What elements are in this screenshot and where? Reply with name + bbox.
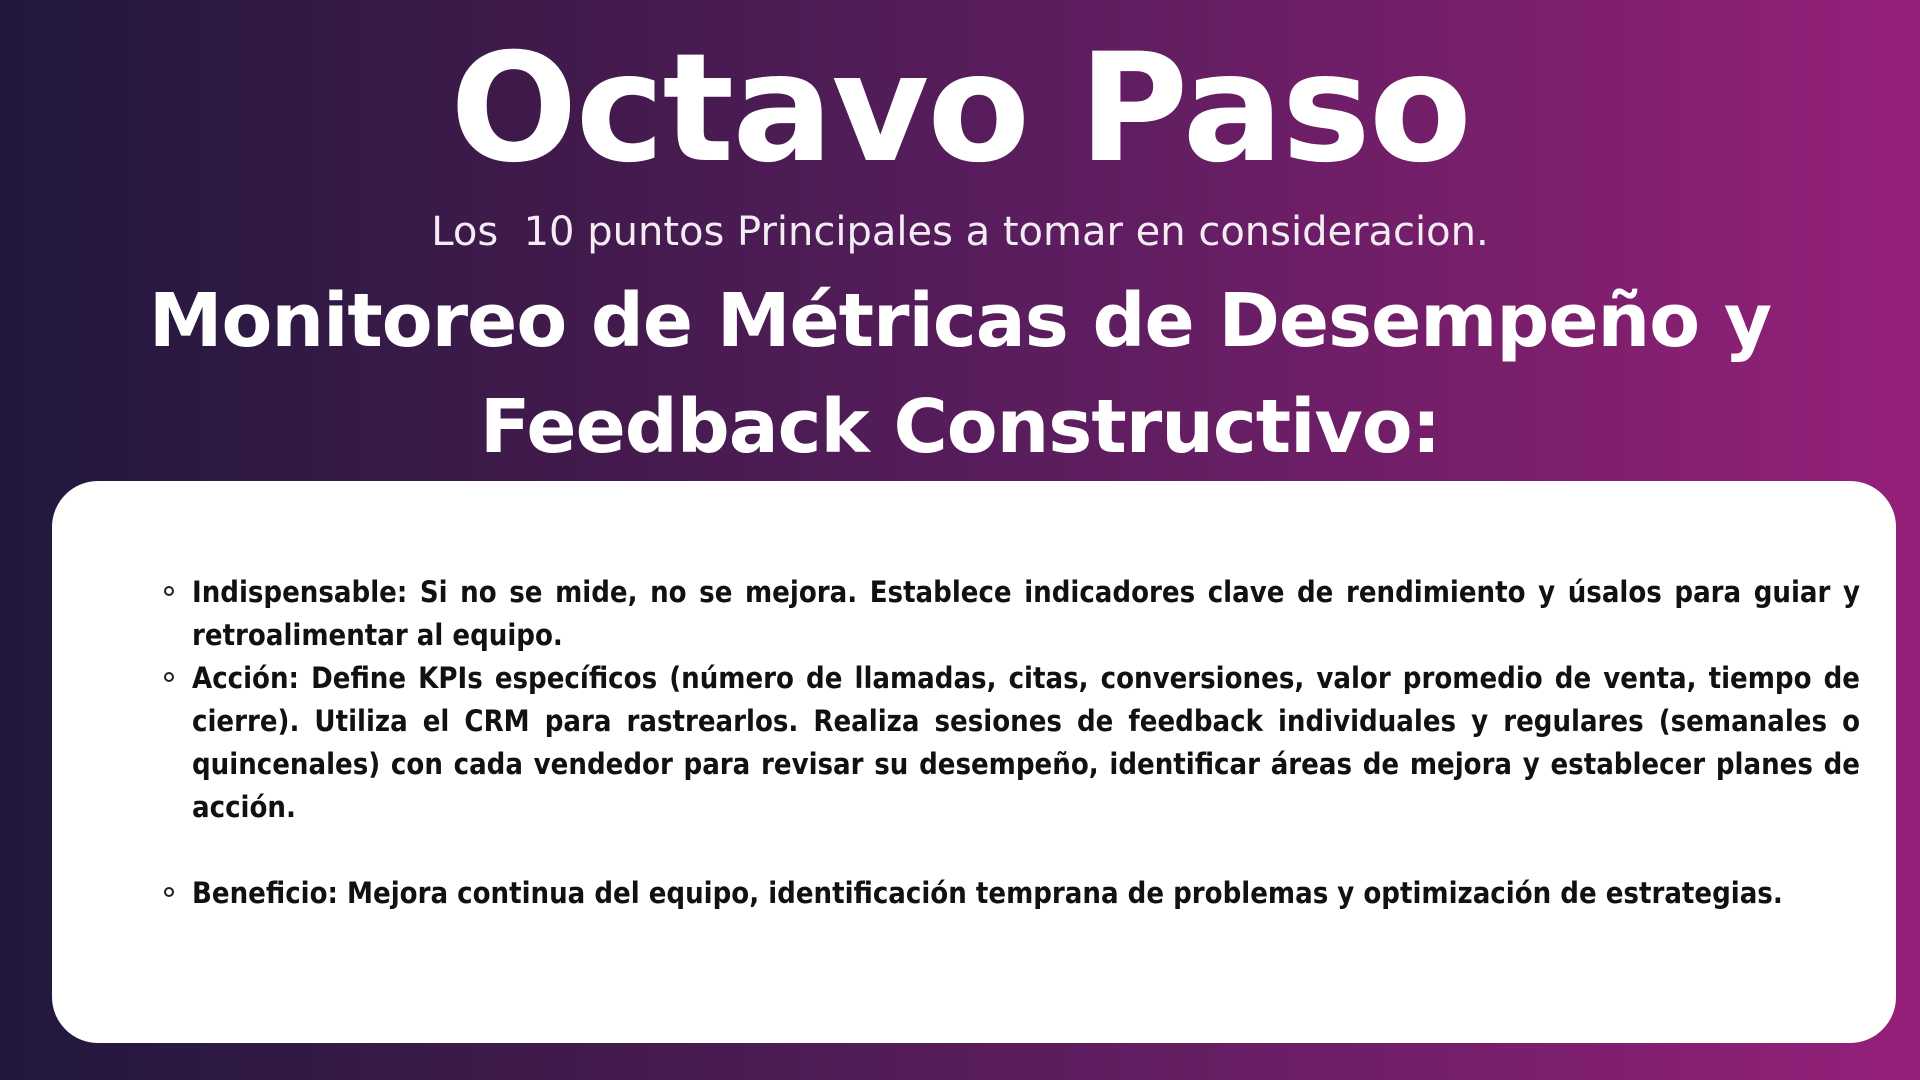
content-card — [52, 481, 1896, 1043]
slide-subtitle: Los 10 puntos Principales a tomar en consideracion. — [431, 209, 1489, 255]
points-list — [192, 571, 1860, 915]
point-text: Acción: Define KPIs específicos (número de llamadas, citas, conversiones, valor promedio de venta, tiempo de cierre). Utiliza el CRM para rastrearlos. Realiza sesiones de feedback individuales y regulares (semanales o quincenales) con cada vendedor para revisar su desempeño, identificar áreas de mejora y establecer planes de acción. — [192, 661, 1860, 824]
point-accion — [192, 657, 1860, 829]
point-text: Indispensable: Si no se mide, no se mejora. Establece indicadores clave de rendimiento y úsalos para guiar y retroalimentar al equipo. — [192, 575, 1860, 652]
hollow-bullet-icon — [164, 586, 174, 596]
hollow-bullet-icon — [164, 672, 174, 682]
hollow-bullet-icon — [164, 887, 174, 897]
section-heading: Monitoreo de Métricas de Desempeño y Feedback Constructivo: — [148, 278, 1772, 470]
point-text: Beneficio: Mejora continua del equipo, identificación temprana de problemas y optimización de estrategias. — [192, 876, 1783, 910]
point-beneficio — [192, 872, 1860, 915]
slide-title: Octavo Paso — [450, 22, 1470, 196]
point-indispensable — [192, 571, 1860, 657]
